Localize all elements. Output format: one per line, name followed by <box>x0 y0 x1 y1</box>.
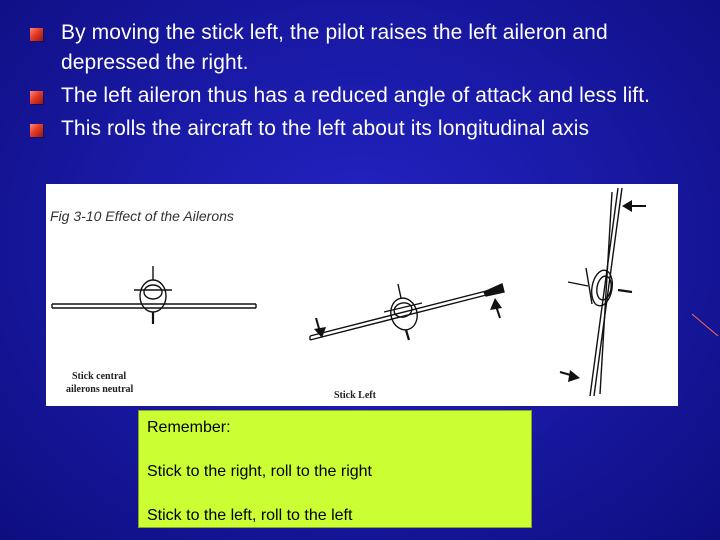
slide-corner-decoration <box>690 300 720 340</box>
aircraft-level <box>52 266 256 324</box>
reminder-box <box>138 410 532 528</box>
arrow-up-icon <box>490 298 502 318</box>
aileron-figure <box>46 184 678 406</box>
arrow-left-icon <box>622 200 646 212</box>
bullet-item <box>30 114 690 144</box>
bullet-marker-icon <box>30 28 43 41</box>
reminder-title: Remember: <box>147 419 231 436</box>
aircraft-steep-bank <box>568 188 632 396</box>
bullet-text: The left aileron thus has a reduced angle of attack and less lift. <box>61 84 651 107</box>
aileron-diagram <box>46 184 678 406</box>
bullet-marker-icon <box>30 91 43 104</box>
bullet-item <box>30 18 690 78</box>
figure-caption: Fig 3-10 Effect of the Ailerons <box>50 208 234 224</box>
label-stick-central: Stick central <box>72 371 127 382</box>
label-ailerons-neutral: ailerons neutral <box>66 384 134 395</box>
bullet-text: By moving the stick left, the pilot raises the left aileron and depressed the right. <box>61 21 608 74</box>
reminder-line-left: Stick to the left, roll to the left <box>147 507 353 524</box>
bullet-item <box>30 81 690 111</box>
aircraft-rolling-left <box>310 284 504 340</box>
bullet-text: This rolls the aircraft to the left about its longitudinal axis <box>61 117 590 140</box>
label-stick-left: Stick Left <box>334 390 376 401</box>
bullet-list <box>30 18 690 147</box>
bullet-marker-icon <box>30 124 43 137</box>
reminder-line-right: Stick to the right, roll to the right <box>147 463 372 480</box>
arrow-right-icon <box>560 370 580 382</box>
